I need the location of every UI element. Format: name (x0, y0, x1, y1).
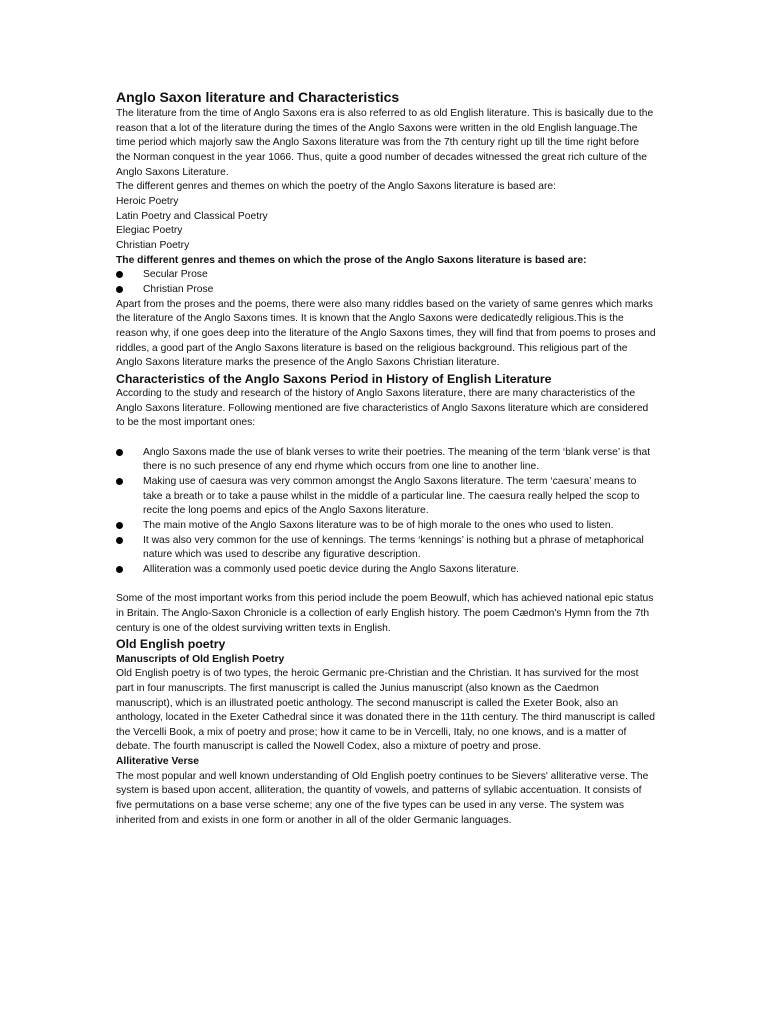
prose-heading: The different genres and themes on which the prose of the Anglo Saxons literature is based are: (116, 254, 587, 266)
bullet-icon (116, 522, 123, 529)
prose-genre-label: Christian Prose (143, 283, 214, 295)
characteristic-text: The main motive of the Anglo Saxons literature was to be of high morale to the ones who used to listen. (143, 520, 614, 531)
prose-genre-list (116, 268, 656, 297)
characteristic-text: Alliteration was a commonly used poetic device during the Anglo Saxons literature. (143, 563, 520, 575)
prose-genre-label: Secular Prose (143, 269, 208, 281)
poetry-genre-item: Latin Poetry and Classical Poetry (116, 210, 268, 222)
intro-paragraph: The literature from the time of Anglo Saxons era is also referred to as old English literature. This is basically due to the reason that a lot of the literature during the times of the Anglo Saxons were written in the old English language.The time period which majorly saw the Anglo Saxons literature was from the 7th century right up till the time right before the Norman conquest in the year 1066. Thus, quite a good number of decades witnessed the great rich culture of the Anglo Saxons Literature. (116, 108, 654, 178)
prose-genre-item (116, 268, 656, 283)
alliterative-paragraph: The most popular and well known understanding of Old English poetry continues to be Sievers' alliterative verse. The system is based upon accent, alliteration, the quantity of vowels, and patterns of syllabic accentuation. It consists of five permutations on a base verse scheme; any one of the five types can be used in any verse. The system was inherited from and exists in one form or another in all of the older Germanic languages. (116, 770, 649, 826)
characteristic-item (116, 534, 656, 563)
poetry-genre-item: Elegiac Poetry (116, 225, 183, 237)
manuscripts-paragraph: Old English poetry is of two types, the heroic Germanic pre-Christian and the Christian. It has survived for the most part in four manuscripts. The first manuscript is called the Junius manuscript (also known as the Caedmon manuscript), which is an illustrated poetic anthology. The second manuscript is called the Exeter Book, also an anthology, located in the Exeter Cathedral since it was donated there in the 11th century. The third manuscript is called the Vercelli Book, a mix of poetry and prose; how it came to be in Vercelli, Italy, no one knows, and is a matter of debate. The fourth manuscript is called the Nowell Codex, also a mixture of poetry and prose. (116, 668, 655, 753)
characteristics-intro: According to the study and research of the history of Anglo Saxons literature, there are many characteristics of the Anglo Saxons literature. Following mentioned are five characteristics of Anglo Saxons literature which are considered to be the most important ones: (116, 388, 649, 429)
spacer (116, 431, 656, 446)
document-title: Anglo Saxon literature and Characteristics (116, 89, 400, 105)
characteristic-text: It was also very common for the use of kennings. The terms ‘kennings’ is nothing but a phrase of metaphorical nature which was used to describe any figurative description. (143, 534, 644, 561)
poetry-genre-item: Christian Poetry (116, 239, 190, 251)
poetry-genre-item: Heroic Poetry (116, 195, 179, 207)
bullet-icon (116, 478, 123, 485)
poetry-genre-list (116, 195, 656, 254)
alliterative-heading: Alliterative Verse (116, 756, 199, 768)
works-paragraph: Some of the most important works from this period include the poem Beowulf, which has achieved national epic status in Britain. The Anglo-Saxon Chronicle is a collection of early English history. The poem Cædmon's Hymn from the 7th century is one of the oldest surviving written texts in English. (116, 593, 654, 634)
characteristics-heading: Characteristics of the Anglo Saxons Period in History of English Literature (116, 371, 552, 386)
bullet-icon (116, 286, 123, 293)
bullet-icon (116, 566, 123, 573)
document-page (116, 88, 656, 828)
characteristic-text: Making use of caesura was very common amongst the Anglo Saxons literature. The term ‘caesura’ means to take a breath or to take a pause whilst in the middle of a particular line. The caesura really helped the scop to recite the long poems and epics of the Anglo Saxons literature. (143, 476, 640, 517)
manuscripts-heading: Manuscripts of Old English Poetry (116, 653, 285, 665)
characteristic-item (116, 446, 656, 475)
prose-genre-item (116, 283, 656, 298)
characteristic-item (116, 519, 656, 534)
characteristic-text: Anglo Saxons made the use of blank verses to write their poetries. The meaning of the term ‘blank verse’ is that there is no such presence of any end rhyme which occurs from one line to another line. (143, 446, 651, 473)
bullet-icon (116, 271, 123, 278)
poetry-intro: The different genres and themes on which the poetry of the Anglo Saxons literature is based are: (116, 181, 556, 193)
riddles-paragraph: Apart from the proses and the poems, there were also many riddles based on the variety of same genres which marks the literature of the Anglo Saxons times. It is known that the Anglo Saxons were dedicatedly religious.This is the reason why, if one goes deep into the literature of the Anglo Saxons times, they will find that from poems to proses and riddles, a good part of the Anglo Saxons literature is based on the religious background. This religious part of the Anglo Saxons literature marks the presence of the Anglo Saxons Christian literature. (116, 298, 656, 369)
characteristic-item (116, 563, 656, 578)
characteristic-item (116, 475, 656, 519)
characteristics-list (116, 446, 656, 578)
bullet-icon (116, 449, 123, 456)
bullet-icon (116, 537, 123, 544)
spacer (116, 578, 656, 593)
old-english-heading: Old English poetry (116, 637, 226, 652)
